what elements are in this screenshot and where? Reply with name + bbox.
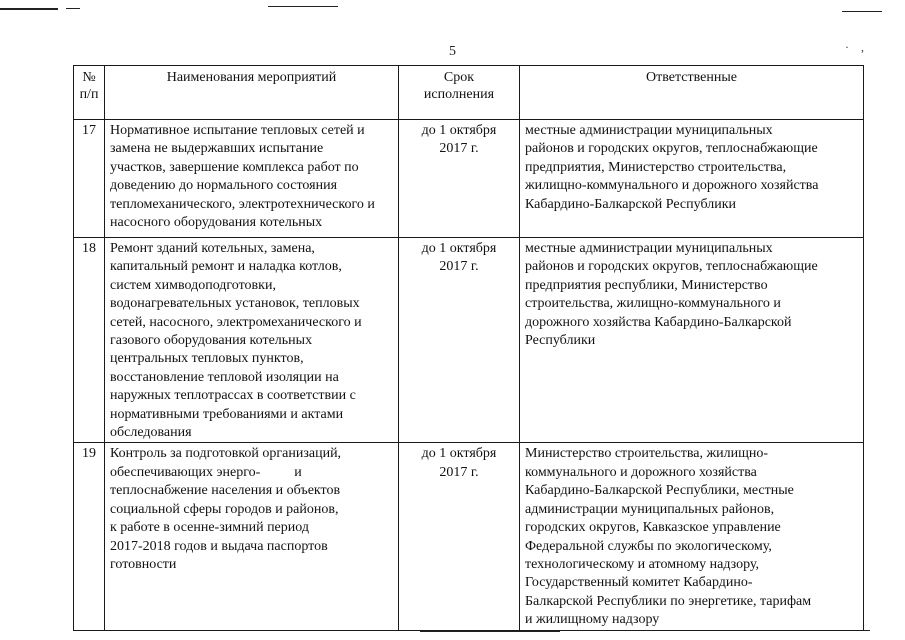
measure-line: готовности	[110, 556, 177, 572]
responsible-line: районов и городских округов, теплоснабжающие	[525, 259, 818, 275]
row-number: 18	[74, 238, 105, 443]
row-measure-name	[105, 120, 399, 238]
responsible-line: Республики	[525, 333, 596, 349]
responsible-line: Федеральной службы по экологическому,	[525, 538, 772, 554]
measure-line: нормативными требованиями и актами	[110, 406, 344, 422]
measure-line: центральных тепловых пунктов,	[110, 351, 304, 367]
measure-line: газового оборудования котельных	[110, 333, 313, 349]
table-row	[74, 238, 864, 443]
measure-line: систем химводоподготовки,	[110, 277, 276, 293]
page-number: 5	[449, 44, 456, 59]
measure-line: Нормативное испытание тепловых сетей и	[110, 123, 365, 138]
header-responsible-line-1: Ответственные	[646, 70, 737, 85]
measure-line-split	[110, 464, 393, 482]
responsible-line: Государственный комитет Кабардино-	[525, 575, 753, 591]
row-term	[399, 120, 520, 238]
responsible-line: Балкарской Республики по энергетике, тарифам	[525, 593, 812, 609]
term-line: 2017 г.	[439, 141, 479, 157]
row-term	[399, 443, 520, 630]
term-line: до 1 октября	[421, 446, 497, 462]
row-number: 17	[74, 120, 105, 238]
responsible-line: технологическому и атомному надзору,	[525, 556, 759, 572]
measure-line: Ремонт зданий котельных, замена,	[110, 241, 315, 256]
row-responsible	[520, 443, 864, 630]
term-line: 2017 г.	[439, 259, 479, 275]
scan-mark-bottom-center	[420, 631, 560, 632]
measure-line: теплоснабжение населения и объектов	[110, 483, 341, 499]
term-line: до 1 октября	[421, 241, 497, 256]
header-responsible	[520, 66, 864, 120]
row-responsible	[520, 238, 864, 443]
scan-mark-top-left	[0, 8, 58, 10]
responsible-line: жилищно-коммунального и дорожного хозяйства	[525, 178, 819, 194]
header-name	[105, 66, 399, 120]
responsible-line: администрации муниципальных районов,	[525, 501, 775, 517]
responsible-line: и жилищному надзору	[525, 612, 660, 628]
header-name-line-1: Наименования мероприятий	[166, 70, 337, 85]
scan-mark-top-right	[842, 11, 882, 12]
responsible-line: коммунального и дорожного хозяйства	[525, 464, 757, 480]
responsible-line: городских округов, Кавказское управление	[525, 520, 781, 536]
measure-line-part: обеспечивающих энерго-	[110, 464, 261, 480]
measure-line: социальной сферы городов и районов,	[110, 501, 339, 517]
measure-line: доведению до нормального состояния	[110, 178, 338, 194]
measures-table	[73, 65, 864, 631]
measure-line: восстановление тепловой изоляции на	[110, 369, 339, 385]
table-row	[74, 443, 864, 630]
measure-line: к работе в осенне-зимний период	[110, 520, 309, 536]
term-line: до 1 октября	[421, 123, 497, 138]
responsible-line: Министерство строительства, жилищно-	[525, 446, 769, 462]
header-term-line-1: Срок	[443, 70, 475, 85]
measure-line: замена не выдержавших испытание	[110, 141, 324, 157]
measure-line: наружных теплотрассах в соответствии с	[110, 388, 356, 404]
responsible-line: районов и городских округов, теплоснабжающие	[525, 141, 818, 157]
header-term	[399, 66, 520, 120]
header-term-line-2: исполнения	[423, 87, 495, 102]
responsible-line: местные администрации муниципальных	[525, 123, 773, 138]
table-header-row	[74, 66, 864, 120]
scan-mark-top-left-dash	[66, 8, 80, 9]
responsible-line: Кабардино-Балкарской Республики	[525, 196, 736, 212]
measure-line: Контроль за подготовкой организаций,	[110, 446, 342, 462]
header-number-line-1: №	[82, 70, 96, 85]
row-number: 19	[74, 443, 105, 630]
measure-line: участков, завершение комплекса работ по	[110, 159, 359, 175]
responsible-line: Кабардино-Балкарской Республики, местные	[525, 483, 794, 499]
row-responsible	[520, 120, 864, 238]
row-measure-name	[105, 238, 399, 443]
measure-line: насосного оборудования котельных	[110, 215, 323, 231]
responsible-line: строительства, жилищно-коммунального и	[525, 296, 781, 312]
row-measure-name	[105, 443, 399, 630]
measure-line: 2017-2018 годов и выдача паспортов	[110, 538, 328, 554]
measure-line-part: и	[294, 464, 302, 480]
header-number	[74, 66, 105, 120]
responsible-line: предприятия республики, Министерство	[525, 277, 768, 293]
scan-dot-mark: · ,	[845, 40, 864, 54]
header-number-line-2: п/п	[79, 87, 99, 102]
responsible-line: дорожного хозяйства Кабардино-Балкарской	[525, 314, 792, 330]
term-line: 2017 г.	[439, 464, 479, 480]
row-term	[399, 238, 520, 443]
measure-line: обследования	[110, 425, 192, 441]
responsible-line: предприятия, Министерство строительства,	[525, 159, 787, 175]
measure-line: тепломеханического, электротехнического и	[110, 196, 375, 212]
scan-mark-top-center	[268, 6, 338, 7]
table-row	[74, 120, 864, 238]
measure-line: сетей, насосного, электромеханического и	[110, 314, 362, 330]
measure-line: капитальный ремонт и наладка котлов,	[110, 259, 342, 275]
responsible-line: местные администрации муниципальных	[525, 241, 773, 256]
measure-line: водонагревательных установок, тепловых	[110, 296, 360, 312]
